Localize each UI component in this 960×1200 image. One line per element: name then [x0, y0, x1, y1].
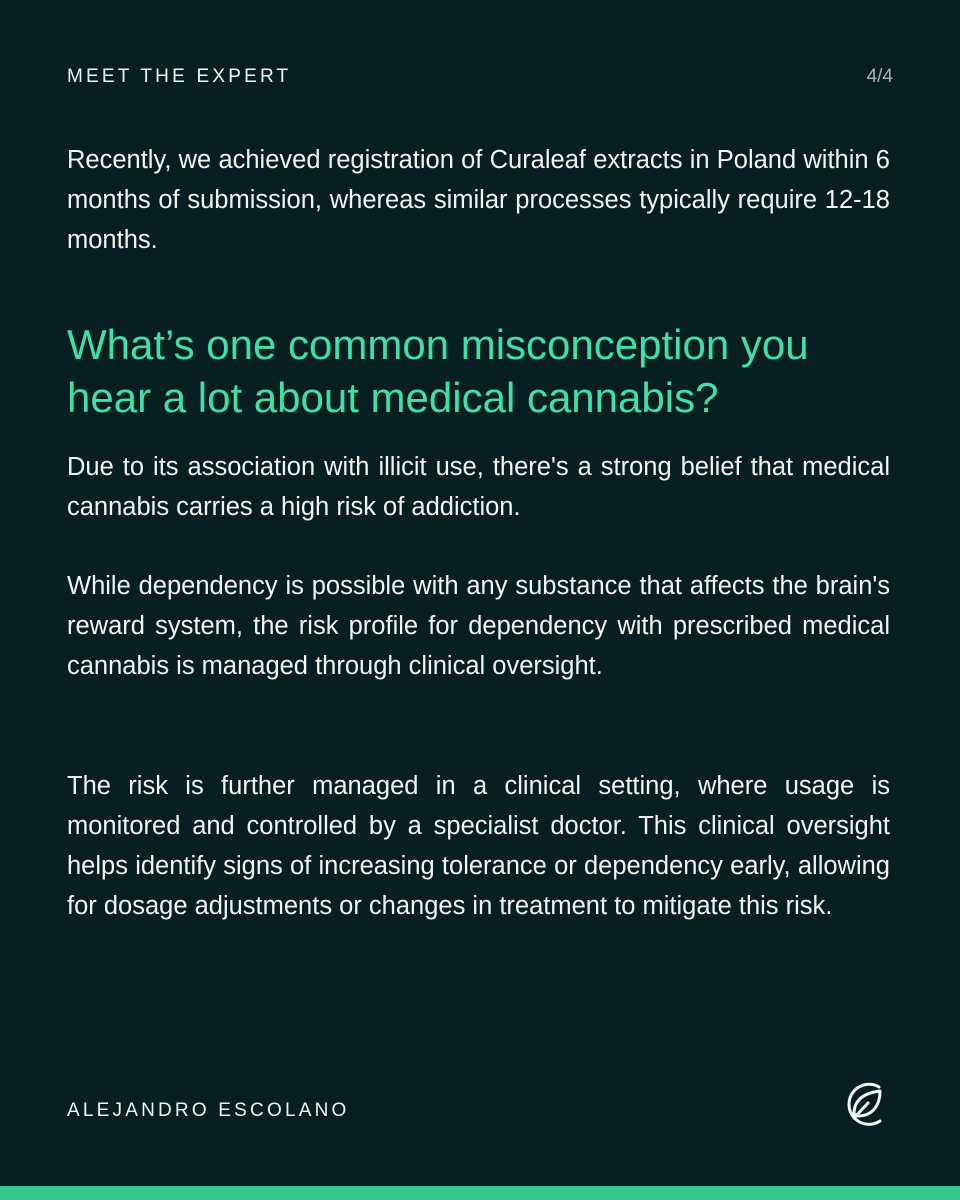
intro-paragraph: Recently, we achieved registration of Curaleaf extracts in Poland within 6 months of submission, whereas similar processes typically require 12-18 months. [67, 146, 890, 254]
answer-paragraph-3: The risk is further managed in a clinical setting, where usage is monitored and controlled by a specialist doctor. This clinical oversight helps identify signs of increasing tolerance or dependency early, allowing for dosage adjustments or changes in treatment to mitigate this risk. [67, 772, 890, 920]
page-indicator: 4/4 [866, 66, 893, 87]
answer-paragraph-1: Due to its association with illicit use, there's a strong belief that medical cannabis carries a high risk of addiction. [67, 453, 890, 521]
author-name: ALEJANDRO ESCOLANO [67, 1100, 350, 1121]
bottom-accent-bar [0, 1186, 960, 1200]
answer-paragraph-2: While dependency is possible with any substance that affects the brain's reward system, the risk profile for dependency with prescribed medical cannabis is managed through clinical oversight. [67, 572, 890, 680]
curaleaf-leaf-logo-icon [838, 1078, 890, 1130]
section-label: MEET THE EXPERT [67, 66, 292, 87]
question-heading: What’s one common misconception you hear a lot about medical cannabis? [67, 321, 809, 421]
